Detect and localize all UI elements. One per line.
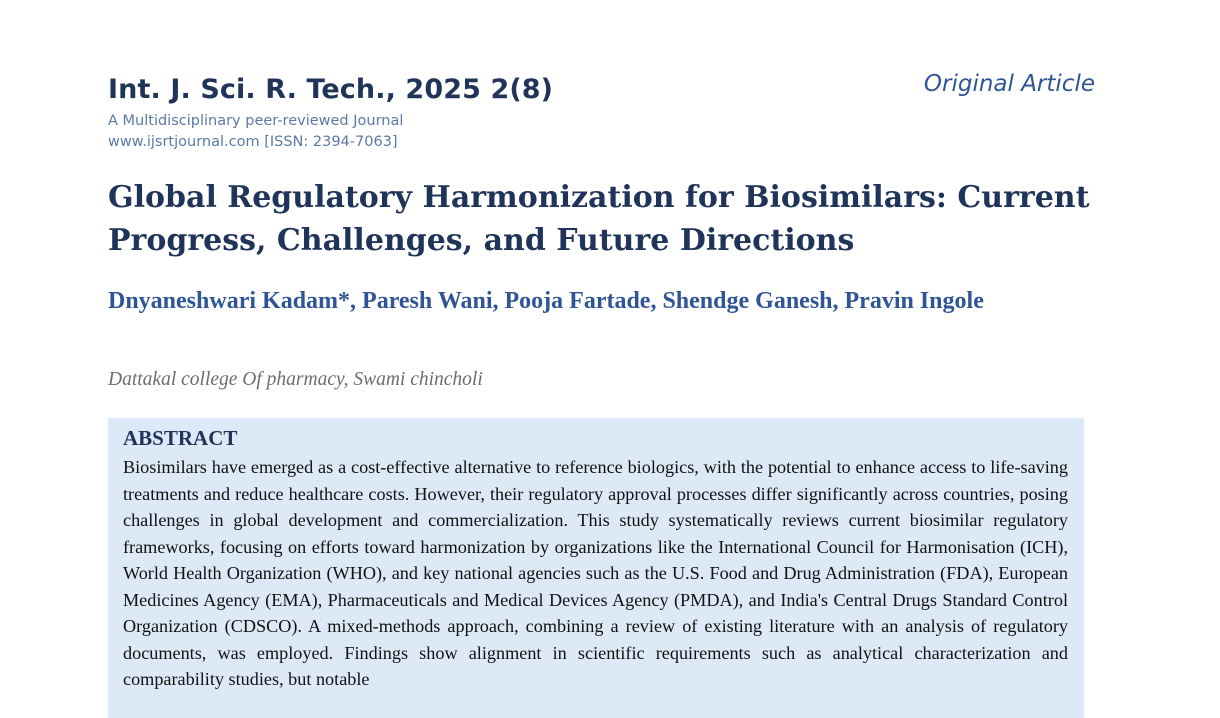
article-title: Global Regulatory Harmonization for Biosimilars: Current Progress, Challenges, and Future Directions [108,180,1090,258]
article-type-label: Original Article [923,71,1095,97]
abstract-box [108,418,1084,718]
journal-subtitle: A Multidisciplinary peer-reviewed Journal [108,113,404,129]
author-affiliation: Dattakal college Of pharmacy, Swami chincholi [108,369,483,390]
journal-website: www.ijsrtjournal.com [ISSN: 2394-7063] [108,134,398,150]
abstract-heading: ABSTRACT [123,426,238,450]
journal-title: Int. J. Sci. R. Tech., 2025 2(8) [108,74,554,105]
abstract-text: Biosimilars have emerged as a cost-effective alternative to reference biologics, with the potential to enhance access to life-saving treatments and reduce healthcare costs. However, their regulatory approval processes differ significantly across countries, posing challenges in global development and commercialization. This study systematically reviews current biosimilar regulatory frameworks, focusing on efforts toward harmonization by organizations like the International Council for Harmonisation (ICH), World Health Organization (WHO), and key national agencies such as the U.S. Food and Drug Administration (FDA), European Medicines Agency (EMA), Pharmaceuticals and Medical Devices Agency (PMDA), and India's Central Drugs Standard Control Organization (CDSCO). A mixed-methods approach, combining a review of existing literature with an analysis of regulatory documents, was employed. Findings show alignment in scientific requirements such as analytical characterization and comparability studies, but notable [123,457,1068,689]
author-list: Dnyaneshwari Kadam*, Paresh Wani, Pooja Fartade, Shendge Ganesh, Pravin Ingole [108,288,984,314]
